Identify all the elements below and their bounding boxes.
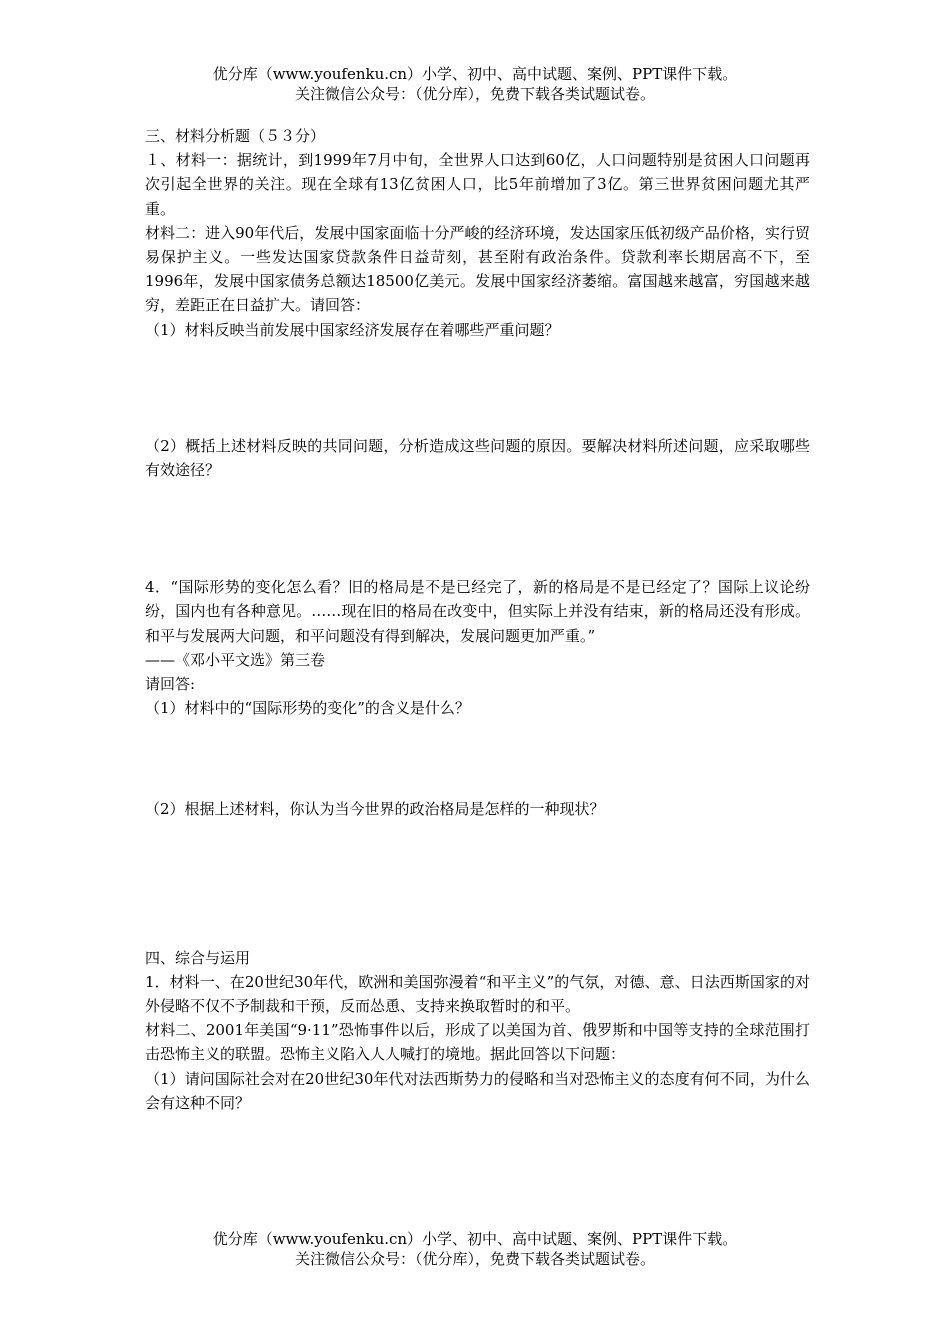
answer-space (145, 720, 810, 797)
answer-space (145, 822, 810, 946)
q1-subquestion-1: （1）材料反映当前发展中国家经济发展存在着哪些严重问题？ (145, 320, 560, 339)
q1-material-1: １、材料一：据统计，到1999年7月中旬，全世界人口达到60亿，人口问题特别是贫困人口问题再次引起全世界的关注。现在全球有13亿贫困人口，比5年前增加了3亿。第三世界贫困问题尤其严重。 (145, 151, 810, 218)
header-line-2: 关注微信公众号：（优分库），免费下载各类试题试卷。 (294, 85, 655, 103)
answer-space (145, 482, 810, 575)
answer-space (145, 342, 810, 434)
q1-material-2: 材料二：进入90年代后，发展中国家面临十分严峻的经济环境，发达国家压低初级产品价格，实行贸易保护主义。一些发达国家贷款条件日益苛刻，甚至附有政治条件。贷款利率长期居高不下，至1996年，发展中国家债务总额达18500亿美元。发展中国家经济萎缩。富国越来越富，穷国越来越穷，差距正在日益扩大。请回答： (145, 223, 810, 315)
q4-subquestion-1: （1）材料中的“国际形势的变化”的含义是什么？ (145, 699, 470, 718)
section-3-title: 三、材料分析题（５３分） (145, 127, 326, 145)
section-4-title: 四、综合与运用 (145, 948, 251, 967)
page-footer (0, 1229, 950, 1269)
q4-source: ——《邓小平文选》第三卷 (145, 650, 326, 669)
document-body (145, 124, 810, 1115)
q1-subquestion-2: （2）概括上述材料反映的共同问题，分析造成这些问题的原因。要解决材料所述问题，应采取哪些有效途径？ (145, 436, 810, 480)
q4-quote: 4．“国际形势的变化怎么看？旧的格局是不是已经完了，新的格局是不是已经定了？国际上议论纷纷，国内也有各种意见。……现在旧的格局在改变中，但实际上并没有结束，新的格局还没有形成。和平与发展两大问题，和平问题没有得到解决，发展问题更加严重。” (145, 578, 810, 645)
q4-prompt: 请回答: (145, 675, 196, 694)
footer-line-2: 关注微信公众号：（优分库），免费下载各类试题试卷。 (294, 1250, 655, 1268)
footer-line-1: 优分库（www.youfenku.cn）小学、初中、高中试题、案例、PPT课件下载。 (212, 1230, 738, 1248)
s4-q1-material-1: 1．材料一、在20世纪30年代，欧洲和美国弥漫着“和平主义”的气氛，对德、意、日法西斯国家的对外侵略不仅不予制裁和干预，反而怂恿、支持来换取暂时的和平。 (145, 972, 810, 1016)
s4-q1-material-2: 材料二、2001年美国“9·11”恐怖事件以后，形成了以美国为首、俄罗斯和中国等支持的全球范围打击恐怖主义的联盟。恐怖主义陷入人人喊打的境地。据此回答以下问题： (145, 1021, 810, 1064)
q4-subquestion-2: （2）根据上述材料，你认为当今世界的政治格局是怎样的一种现状？ (145, 800, 605, 819)
page-header (0, 64, 950, 104)
s4-q1-subquestion-1: （1）请问国际社会对在20世纪30年代对法西斯势力的侵略和当对恐怖主义的态度有何不同，为什么会有这种不同？ (145, 1069, 810, 1112)
header-line-1: 优分库（www.youfenku.cn）小学、初中、高中试题、案例、PPT课件下载。 (212, 65, 738, 83)
